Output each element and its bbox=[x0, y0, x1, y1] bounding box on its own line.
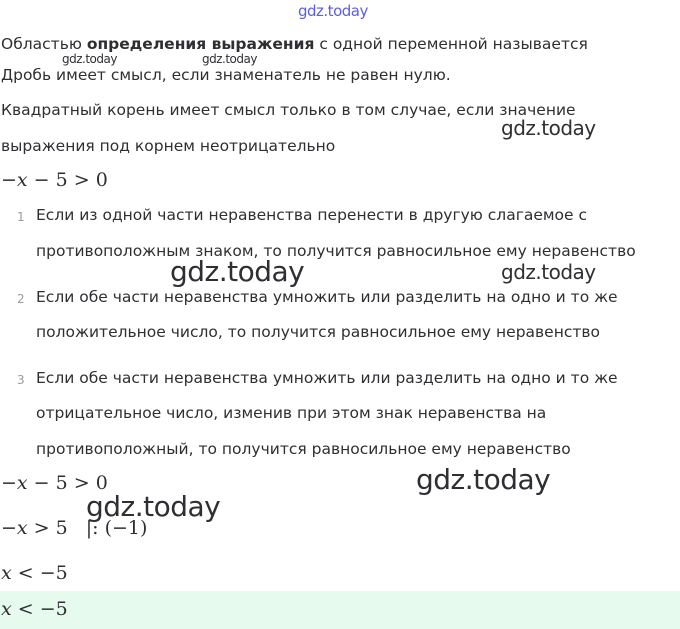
rule-2-line-1: Если обе части неравенства умножить или разделить на одно и то же bbox=[36, 288, 618, 306]
step-2-variable: x bbox=[16, 517, 28, 539]
watermark-small-2: gdz.today bbox=[202, 52, 257, 66]
watermark-medium-1: gdz.today bbox=[501, 116, 596, 140]
answer bbox=[1, 598, 68, 620]
step-3-rest: < −5 bbox=[11, 562, 68, 584]
rule-3-line-3: противоположный, то получится равносильное ему неравенство bbox=[36, 440, 571, 458]
step-1-minus: − bbox=[1, 472, 17, 494]
step-1-variable: x bbox=[16, 472, 28, 494]
rule-1-line-2: противоположным знаком, то получится равносильное ему неравенство bbox=[36, 242, 636, 260]
answer-rest: < −5 bbox=[11, 598, 68, 620]
rule-3-number: 3 bbox=[17, 373, 25, 387]
definition-text bbox=[1, 35, 588, 53]
fraction-rule: Дробь имеет смысл, если знаменатель не равен нулю. bbox=[1, 66, 451, 84]
watermark-top: gdz.today bbox=[298, 2, 368, 20]
rule-3-line-2: отрицательное число, изменив при этом знак неравенства на bbox=[36, 404, 547, 422]
step-2-rest: > 5 bbox=[27, 517, 68, 539]
definition-term: определения выражения bbox=[86, 35, 315, 53]
step-2-note: |: (−1) bbox=[85, 517, 148, 539]
answer-highlight bbox=[0, 591, 680, 629]
definition-prefix: Областью bbox=[1, 35, 87, 53]
rule-3-line-1: Если обе части неравенства умножить или разделить на одно и то же bbox=[36, 369, 618, 387]
root-rule-line-2: выражения под корнем неотрицательно bbox=[1, 137, 336, 155]
watermark-medium-2: gdz.today bbox=[501, 260, 596, 284]
watermark-large-1: gdz.today bbox=[170, 255, 305, 288]
watermark-large-3: gdz.today bbox=[86, 490, 221, 523]
answer-variable: x bbox=[1, 598, 12, 620]
expression-variable: x bbox=[16, 169, 28, 191]
solution-step-3 bbox=[1, 562, 68, 584]
step-3-variable: x bbox=[1, 562, 12, 584]
solution-step-2 bbox=[1, 517, 147, 539]
watermark-small-1: gdz.today bbox=[62, 52, 117, 66]
expression-minus: − bbox=[1, 169, 17, 191]
root-rule-line-1: Квадратный корень имеет смысл только в том случае, если значение bbox=[1, 101, 576, 119]
definition-suffix: с одной переменной называется bbox=[314, 35, 588, 53]
rule-1-number: 1 bbox=[17, 210, 25, 224]
watermark-large-2: gdz.today bbox=[416, 463, 551, 496]
expression bbox=[1, 169, 108, 191]
rule-1-line-1: Если из одной части неравенства перенести в другую слагаемое с bbox=[36, 206, 588, 224]
solution-step-1 bbox=[1, 472, 108, 494]
step-1-rest: − 5 > 0 bbox=[27, 472, 108, 494]
rule-2-number: 2 bbox=[17, 292, 25, 306]
rule-2-line-2: положительное число, то получится равносильное ему неравенство bbox=[36, 323, 601, 341]
step-2-minus: − bbox=[1, 517, 17, 539]
expression-rest: − 5 > 0 bbox=[27, 169, 108, 191]
